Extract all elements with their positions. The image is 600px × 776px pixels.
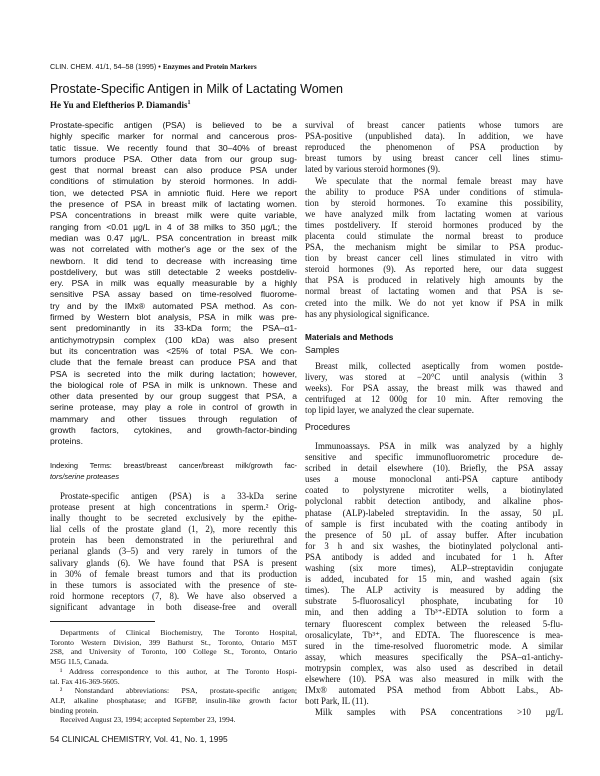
footnote-correspondence <box>50 667 297 686</box>
text-line: the ability to produce PSA under conditions of stimula- <box>305 186 563 197</box>
text-line: weeks). For PSA assay, the breast milk was thawed and <box>305 383 563 394</box>
text-line: is added, incubated for 15 min, and washed again (six <box>305 574 563 585</box>
paragraph-immunoassays <box>305 441 563 707</box>
text-line: top lipid layer, we analyzed the clear supernate. <box>305 405 474 416</box>
text-line: highly specific marker for normal and cancerous pros- <box>50 131 297 142</box>
text-line: antichymotrypsin complex (100 kDa) was also present <box>50 334 297 345</box>
text-line: inally thought to be secreted exclusively by the epithe- <box>50 513 297 524</box>
text-line: newborn. It did tend to decrease with increasing time <box>50 255 297 266</box>
text-line: sensitive PSA assay based on time-resolved fluorome- <box>50 289 297 300</box>
text-line: washing (six more times), ALP–streptavidin conjugate <box>305 563 563 574</box>
text-line: but its concentration was <25% of total PSA. We con- <box>50 345 297 356</box>
text-line: Departments of Clinical Biochemistry, The Toronto Hospital, <box>60 628 297 637</box>
paragraph-speculation <box>305 176 563 320</box>
text-line: ranging from <0.01 µg/L in 4 of 38 milks to 350 µg/L; the <box>50 221 297 232</box>
text-line: coated to polystyrene microtiter wells, a biotinylated <box>305 485 563 496</box>
text-line: IMx® automated PSA method from Abbott Labs., Ab- <box>305 685 563 696</box>
running-head <box>50 62 257 71</box>
text-line: PSA is secreted into the milk during lactation; however, <box>50 368 297 379</box>
text-line: protease present at high concentrations in sperm.² Orig- <box>50 502 297 513</box>
text-line: perianal glands (3–5) and very rarely in tumors of the <box>50 546 297 557</box>
text-line: min, and then adding a Tb³⁺-EDTA solution to form a <box>305 607 563 618</box>
text-line: mammary and other tissues through regulation of <box>50 413 297 424</box>
article-title: Prostate-Specific Antigen in Milk of Lactating Women <box>50 82 343 96</box>
separator: • <box>158 62 161 71</box>
text-line: polyclonal rabbit detection antibody, and alkaline phos- <box>305 496 563 507</box>
text-line: PSA concentrations in breast milk were quite variable, <box>50 210 297 221</box>
text-line: ery. PSA in milk was equally measurable by a highly <box>50 278 297 289</box>
text-line: times). The ALP activity is measured by adding the <box>305 585 563 596</box>
paragraph-survival <box>305 120 563 175</box>
abstract <box>50 120 297 448</box>
text-line: the biological role of PSA in milk is unknown. These and <box>50 379 297 390</box>
text-line: lial cells of the prostate gland (1, 2), more recently this <box>50 524 297 535</box>
text-line: 2S8, and University of Toronto, 100 College St., Toronto, Ontario <box>50 647 297 657</box>
text-line: ² Nonstandard abbreviations: PSA, prostate-specific antigen; <box>60 686 297 696</box>
text-line: scribed in detail elsewhere (10). Briefly, the PSA assay <box>305 463 563 474</box>
text-line: Breast milk, collected aseptically from women postde- <box>315 361 563 371</box>
text-line: the presence of PSA in breast milk of lactating women. <box>50 199 297 210</box>
intro-paragraph <box>50 491 297 613</box>
text-line: binding protein. <box>50 705 99 715</box>
section-name: Enzymes and Protein Markers <box>162 63 257 71</box>
text-line: elsewhere (10). PSA was also measured in milk with the <box>305 673 563 684</box>
text-line: normal breast of lactating women and that PSA is se- <box>305 286 563 297</box>
text-line: serine protease, may play a role in control of growth in <box>50 402 297 413</box>
text-line: Toronto Western Division, 399 Bathurst St., Toronto, Ontario M5T <box>50 637 297 647</box>
text-line: other data presented by our group suggest that PSA, a <box>50 391 297 402</box>
heading-materials-methods: Materials and Methods <box>305 333 394 342</box>
text-line: Milk samples with PSA concentrations >10 µg/L <box>315 707 563 718</box>
text-line: Received August 23, 1994; accepted September 23, 1994. <box>60 715 236 725</box>
journal-citation: CLIN. CHEM. 41/1, 54–58 (1995) <box>50 62 157 71</box>
text-line: clude that the female breast can produce PSA and that <box>50 357 297 368</box>
text-line: lated by various steroid hormones (9). <box>305 164 441 175</box>
text-line: growth factors, cytokines, and growth-factor-binding <box>50 425 297 436</box>
text-line: the presence of 50 µL of assay buffer. After incubation <box>305 529 563 540</box>
text-line: for 3 h and six washes, the biotinylated polyclonal anti- <box>305 540 563 551</box>
page-footer: 54 CLINICAL CHEMISTRY, Vol. 41, No. 1, 1995 <box>50 734 228 744</box>
text-line: uses a mouse monoclonal anti-PSA capture antibody <box>305 474 563 485</box>
text-line: tion by steroid hormones. To examine this possibility, <box>305 197 563 208</box>
author-footnote-mark: 1 <box>187 100 191 106</box>
text-line: was not correlated with mother's age or the sex of the <box>50 244 297 255</box>
text-line: try and by the IMx® automated PSA method. As con- <box>50 300 297 311</box>
authors <box>50 100 191 110</box>
text-line: We speculate that the normal female breast may have <box>315 175 563 186</box>
text-line: postdelivery, but was still detectable 2 weeks postdeliv- <box>50 266 297 277</box>
footnote-affiliation <box>50 628 297 667</box>
text-line: placenta could stimulate the normal breast to produce <box>305 230 563 241</box>
text-line: Indexing Terms: breast/breast cancer/breast milk/growth fac- <box>50 461 297 470</box>
text-line: protein has been demonstrated in the periurethral and <box>50 535 297 546</box>
text-line: Prostate-specific antigen (PSA) is believed to be a <box>50 120 297 130</box>
text-line: reproduced the phenomenon of PSA production by <box>305 142 563 153</box>
text-line: roid hormone receptors (7, 8). We have also observed a <box>50 590 297 601</box>
paragraph-samples <box>305 361 563 416</box>
text-line: M5G 1L5, Canada. <box>50 657 109 667</box>
text-line: Prostate-specific antigen (PSA) is a 33-kDa serine <box>60 491 297 501</box>
footnote-divider <box>50 621 155 622</box>
text-line: times postdelivery. If steroid hormones produced by the <box>305 219 563 230</box>
paragraph-milk-samples <box>305 707 563 718</box>
text-line: livery, was stored at −20°C until analysis (within 3 <box>305 372 563 383</box>
text-line: centrifuged at 12 000g for 10 min. After removing the <box>305 394 563 405</box>
text-line: tumors produce PSA. Other data from our group sug- <box>50 153 297 164</box>
footnote-abbreviations <box>50 686 297 715</box>
text-line: proteins. <box>50 436 83 447</box>
indexing-terms <box>50 461 297 482</box>
text-line: tal. Fax 416-369-5605. <box>50 676 120 686</box>
text-line: firmed by Western blot analysis, PSA in milk was pre- <box>50 312 297 323</box>
text-line: conditions of stimulation by steroid hormones. In addi- <box>50 176 297 187</box>
author-names: He Yu and Eleftherios P. Diamandis <box>50 100 188 110</box>
text-line: sent predominantly in its 33-kDa form; the PSA–α1- <box>50 323 297 334</box>
text-line: PSA antibody is added and incubated for 1 h. After <box>305 551 563 562</box>
text-line: ¹ Address correspondence to this author, at The Toronto Hospi- <box>60 666 297 676</box>
text-line: tion, we detected PSA in amniotic fluid. Here we report <box>50 187 297 198</box>
text-line: gest that normal breast can also produce PSA under <box>50 165 297 176</box>
text-line: bott Park, IL (11). <box>305 696 369 707</box>
text-line: sured in the time-resolved fluorometric mode. A similar <box>305 640 563 651</box>
text-line: has any physiological significance. <box>305 308 430 319</box>
heading-samples: Samples <box>305 345 340 355</box>
text-line: breast tumors by using breast cancer cell lines stimu- <box>305 153 563 164</box>
text-line: survival of breast cancer patients whose tumors are <box>305 120 563 130</box>
text-line: we have analyzed milk from lactating women at various <box>305 208 563 219</box>
text-line: phatase (ALP)-labeled streptavidin. In the assay, 50 µL <box>305 507 563 518</box>
text-line: orosalicylate, Tb³⁺, and EDTA. The fluorescence is mea- <box>305 629 563 640</box>
heading-procedures: Procedures <box>305 422 350 432</box>
text-line: tatic tissue. We recently found that 30–40% of breast <box>50 142 297 153</box>
text-line: Immunoassays. PSA in milk was analyzed by a highly <box>315 441 563 451</box>
footnote-received <box>50 715 297 725</box>
text-line: creted into the milk. We do not yet know if PSA in milk <box>305 297 563 308</box>
text-line: tion by breast cancer cell lines stimulated in vitro with <box>305 253 563 264</box>
text-line: assay, which measures specifically the PSA–α1-antichy- <box>305 651 563 662</box>
text-line: significant advantage in both disease-free and overall <box>50 601 297 612</box>
text-line: substrate 5-fluorosalicyl phosphate, incubating for 10 <box>305 596 563 607</box>
text-line: steroid hormones (9). As reported here, our data suggest <box>305 264 563 275</box>
text-line: sensitive and specific immunofluorometric procedure de- <box>305 452 563 463</box>
text-line: PSA-positive (unpublished data). In addition, we have <box>305 131 563 142</box>
text-line: PSA, the mechanism might be similar to PSA produc- <box>305 242 563 253</box>
text-line: that PSA is produced in relatively high amounts by the <box>305 275 563 286</box>
text-line: in these tumors is associated with the presence of ste- <box>50 579 297 590</box>
text-line: of sample is first incubated with the coating antibody in <box>305 518 563 529</box>
text-line: ternary fluorescent complex between the released 5-flu- <box>305 618 563 629</box>
text-line: median was 0.47 µg/L. PSA concentration in breast milk <box>50 232 297 243</box>
text-line: in 30% of female breast tumors and that its production <box>50 568 297 579</box>
text-line: ALP, alkaline phosphatase; and IGFBP, insulin-like growth factor <box>50 695 297 705</box>
text-line: tors/serine proteases <box>50 471 120 481</box>
text-line: salivary glands (6). We have found that PSA is present <box>50 557 297 568</box>
text-line: motrypsin complex, was also used as described in detail <box>305 662 563 673</box>
